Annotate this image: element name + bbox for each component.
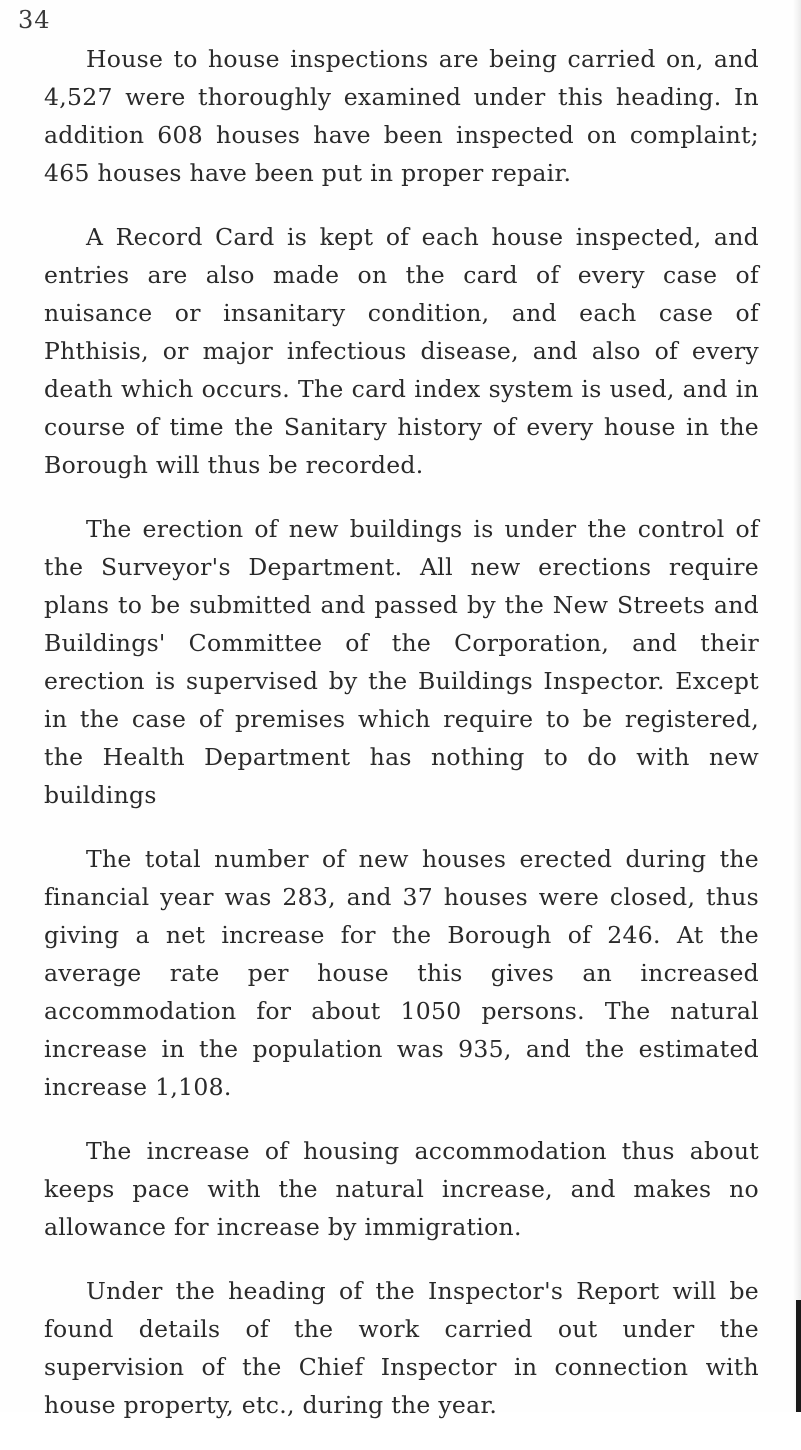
paragraph-housing-accommodation: The increase of housing accommodation thus about keeps pace with the natural increase, and makes no allowance for increase by immigration. <box>44 1137 759 1241</box>
paragraph-new-buildings: The erection of new buildings is under the control of the Surveyor's Department. All new erections require plans to be submitted and passed by the New Streets and Buildings' Committee of the Corporation, and their erection is supervised by the Buildings Inspector. Except in the case of premises which require to be registered, the Health Department has nothing to do with new buildings <box>44 515 759 809</box>
paragraph-inspector-report: Under the heading of the Inspector's Report will be found details of the work carried out under the supervision of the Chief Inspector in connection with house property, etc., during the year. <box>44 1277 759 1419</box>
body-text <box>44 40 759 1450</box>
page-number: 34 <box>18 6 51 34</box>
paragraph-new-houses-total: The total number of new houses erected during the financial year was 283, and 37 houses were closed, thus giving a net increase for the Borough of 246. At the average rate per house this gives an increased accommodation for about 1050 persons. The natural increase in the population was 935, and the estimated increase 1,108. <box>44 845 759 1101</box>
paragraph-record-card: A Record Card is kept of each house inspected, and entries are also made on the card of every case of nuisance or insanitary condition, and each case of Phthisis, or major infectious disease, and also of every death which occurs. The card index system is used, and in course of time the Sanitary history of every house in the Borough will thus be recorded. <box>44 223 759 479</box>
page-edge-mark <box>796 1300 801 1412</box>
page-edge-shadow <box>793 0 801 1412</box>
paragraph-house-inspections: House to house inspections are being carried on, and 4,527 were thoroughly examined under this heading. In addition 608 houses have been inspected on complaint; 465 houses have been put in proper repair. <box>44 45 759 187</box>
